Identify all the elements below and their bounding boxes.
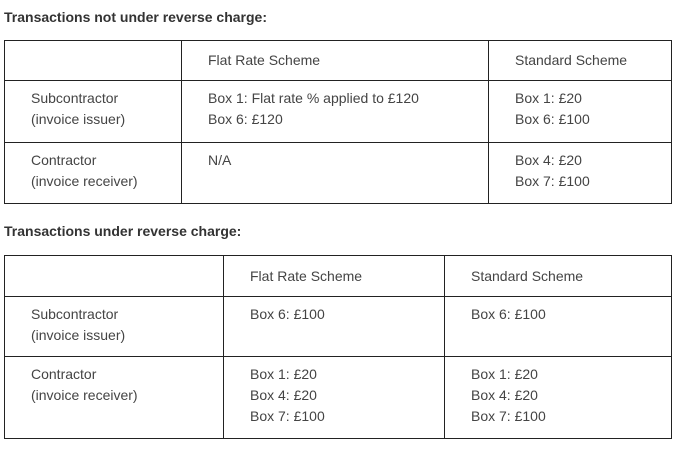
row-label-role: Subcontractor [31,306,119,322]
table-row-subcontractor [5,81,672,143]
header-cell-standard-scheme: Standard Scheme [489,41,672,81]
standard-line: Box 1: £20 [515,90,582,106]
standard-cell [489,143,672,204]
standard-line: Box 6: £100 [471,306,546,322]
standard-line: Box 6: £100 [515,111,590,127]
flat-rate-line: Box 7: £100 [250,408,325,424]
flat-rate-line: N/A [208,152,232,168]
row-label-role: Subcontractor [31,90,119,106]
row-label-note: (invoice issuer) [31,111,126,127]
standard-cell [445,357,672,439]
row-label-cell [5,81,182,143]
flat-rate-line: Box 6: £120 [208,111,283,127]
standard-line: Box 7: £100 [515,173,590,189]
section-heading-not-reverse-charge: Transactions not under reverse charge: [4,9,267,25]
header-cell-empty [5,41,182,81]
table-row-contractor [5,357,672,439]
flat-rate-line: Box 1: Flat rate % applied to £120 [208,90,419,106]
standard-line: Box 7: £100 [471,408,546,424]
table-row-contractor [5,143,672,204]
header-cell-flat-rate-scheme: Flat Rate Scheme [224,256,445,297]
standard-line: Box 4: £20 [515,152,582,168]
table-reverse-charge [4,255,672,439]
table-header-row [5,256,672,297]
row-label-note: (invoice receiver) [31,173,138,189]
row-label-note: (invoice receiver) [31,387,138,403]
flat-rate-cell [182,81,489,143]
standard-cell [489,81,672,143]
flat-rate-line: Box 1: £20 [250,366,317,382]
flat-rate-line: Box 4: £20 [250,387,317,403]
row-label-role: Contractor [31,366,97,382]
row-label-cell [5,143,182,204]
table-not-reverse-charge [4,40,672,204]
table-row-subcontractor [5,297,672,357]
header-cell-standard-scheme: Standard Scheme [445,256,672,297]
header-cell-flat-rate-scheme: Flat Rate Scheme [182,41,489,81]
standard-line: Box 4: £20 [471,387,538,403]
row-label-cell [5,297,224,357]
header-cell-empty [5,256,224,297]
row-label-role: Contractor [31,152,97,168]
flat-rate-cell [224,297,445,357]
row-label-note: (invoice issuer) [31,327,126,343]
flat-rate-cell [182,143,489,204]
table-header-row [5,41,672,81]
standard-line: Box 1: £20 [471,366,538,382]
standard-cell [445,297,672,357]
section-heading-reverse-charge: Transactions under reverse charge: [4,223,242,239]
row-label-cell [5,357,224,439]
flat-rate-line: Box 6: £100 [250,306,325,322]
flat-rate-cell [224,357,445,439]
